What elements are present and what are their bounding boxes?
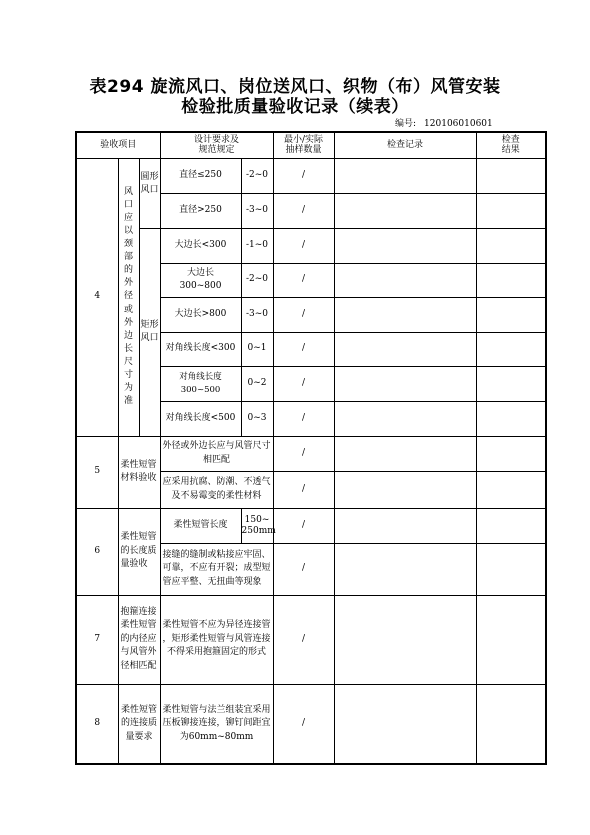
spec-cell: 直径>250 — [160, 193, 241, 228]
result-cell[interactable] — [476, 158, 546, 193]
tolerance-cell: 0~3 — [241, 401, 273, 436]
inspection-table — [75, 131, 547, 765]
requirement-cell: 接缝的缝制或粘接应牢固、 可靠，不应有开裂；成型短 管应平整、无扭曲等现象 — [160, 543, 273, 595]
spec-cell: 对角线长度300~500 — [160, 366, 241, 401]
item-number: 6 — [76, 508, 118, 595]
item-number: 5 — [76, 436, 118, 508]
requirement-cell: 应采用抗腐、防潮、不透气 及不易霉变的柔性材料 — [160, 471, 273, 508]
header-design-req: 设计要求及 规范规定 — [160, 132, 273, 158]
table-row — [76, 228, 546, 263]
header-item: 验收项目 — [76, 132, 160, 158]
item-number: 4 — [76, 158, 118, 436]
tolerance-cell: 150~ 250mm — [241, 508, 273, 543]
spec-cell: 直径≤250 — [160, 158, 241, 193]
tolerance-cell: -3~0 — [241, 193, 273, 228]
sample-cell: / — [273, 158, 334, 193]
result-cell[interactable] — [476, 543, 546, 595]
result-cell[interactable] — [476, 436, 546, 471]
form-subtitle: 检验批质量验收记录（续表） — [181, 97, 409, 117]
item5-label: 柔性短管 材料验收 — [118, 436, 160, 508]
round-outlet-label: 圆形 风口 — [139, 158, 160, 228]
sample-cell: / — [273, 263, 334, 297]
result-cell[interactable] — [476, 228, 546, 263]
item7-label: 抱箍连接 柔性短管 的内径应 与风管外 径相匹配 — [118, 595, 160, 684]
result-cell[interactable] — [476, 401, 546, 436]
record-cell[interactable] — [334, 595, 476, 684]
record-cell[interactable] — [334, 228, 476, 263]
result-cell[interactable] — [476, 193, 546, 228]
header-record: 检查记录 — [334, 132, 476, 158]
sample-cell: / — [273, 436, 334, 471]
table-row — [76, 508, 546, 543]
code-value: 120106010601 — [424, 119, 493, 129]
tolerance-cell: 0~1 — [241, 332, 273, 366]
sample-cell: / — [273, 193, 334, 228]
record-cell[interactable] — [334, 297, 476, 332]
table-row — [76, 595, 546, 684]
table-row — [76, 684, 546, 764]
tolerance-cell: 0~2 — [241, 366, 273, 401]
table-row — [76, 158, 546, 193]
result-cell[interactable] — [476, 595, 546, 684]
code-label: 编号: — [395, 119, 417, 129]
record-cell[interactable] — [334, 366, 476, 401]
result-cell[interactable] — [476, 471, 546, 508]
result-cell[interactable] — [476, 366, 546, 401]
sample-cell: / — [273, 401, 334, 436]
result-cell[interactable] — [476, 263, 546, 297]
spec-cell: 大边长 300~800 — [160, 263, 241, 297]
tolerance-cell: -2~0 — [241, 158, 273, 193]
sample-cell: / — [273, 471, 334, 508]
result-cell[interactable] — [476, 297, 546, 332]
rect-outlet-label: 矩形 风口 — [139, 228, 160, 436]
record-cell[interactable] — [334, 436, 476, 471]
record-cell[interactable] — [334, 263, 476, 297]
sample-cell: / — [273, 595, 334, 684]
result-cell[interactable] — [476, 332, 546, 366]
record-cell[interactable] — [334, 543, 476, 595]
requirement-cell: 柔性短管不应为异径连接管 ，矩形柔性短管与风管连接 不得采用抱箍固定的形式 — [160, 595, 273, 684]
header-result: 检查 结果 — [476, 132, 546, 158]
record-cell[interactable] — [334, 193, 476, 228]
record-cell[interactable] — [334, 332, 476, 366]
record-cell[interactable] — [334, 508, 476, 543]
spec-cell: 大边长>800 — [160, 297, 241, 332]
tolerance-cell: -1~0 — [241, 228, 273, 263]
tolerance-cell: -2~0 — [241, 263, 273, 297]
table-row — [76, 436, 546, 471]
sample-cell: / — [273, 366, 334, 401]
sample-cell: / — [273, 543, 334, 595]
tolerance-cell: -3~0 — [241, 297, 273, 332]
requirement-cell: 柔性短管长度 — [160, 508, 241, 543]
record-cell[interactable] — [334, 401, 476, 436]
spec-cell: 大边长<300 — [160, 228, 241, 263]
form-code — [395, 116, 501, 129]
result-cell[interactable] — [476, 508, 546, 543]
item8-label: 柔性短管 的连接质 量要求 — [118, 684, 160, 764]
item-number: 8 — [76, 684, 118, 764]
sample-cell: / — [273, 508, 334, 543]
spec-cell: 对角线长度<300 — [160, 332, 241, 366]
sample-cell: / — [273, 228, 334, 263]
sample-cell: / — [273, 684, 334, 764]
item-number: 7 — [76, 595, 118, 684]
sample-cell: / — [273, 332, 334, 366]
header-row — [76, 132, 546, 158]
record-cell[interactable] — [334, 471, 476, 508]
record-cell[interactable] — [334, 684, 476, 764]
requirement-cell: 柔性短管与法兰组装宜采用 压板铆接连接，铆钉间距宜 为60mm~80mm — [160, 684, 273, 764]
form-title: 表294 旋流风口、岗位送风口、织物（布）风管安装 — [89, 77, 501, 97]
requirement-cell: 外径或外边长应与风管尺寸 相匹配 — [160, 436, 273, 471]
sample-cell: / — [273, 297, 334, 332]
header-sample: 最小/实际 抽样数量 — [273, 132, 334, 158]
record-cell[interactable] — [334, 158, 476, 193]
item4-vertical-label: 风 口 应 以 颈 部 的 外 径 或 外 边 长 尺 寸 为 准 — [118, 158, 139, 436]
item6-label: 柔性短管 的长度质 量验收 — [118, 508, 160, 595]
spec-cell: 对角线长度<500 — [160, 401, 241, 436]
result-cell[interactable] — [476, 684, 546, 764]
